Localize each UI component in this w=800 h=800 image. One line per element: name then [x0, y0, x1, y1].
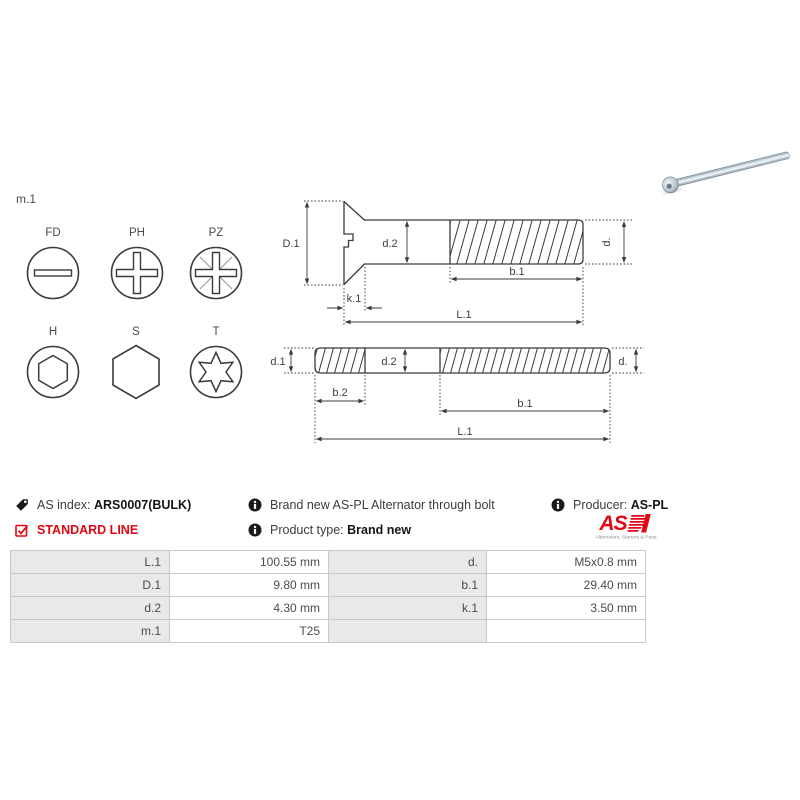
dim-label-b1: b.1	[517, 398, 533, 410]
spec-row	[11, 574, 646, 597]
spec-value: 29.40 mm	[487, 574, 646, 597]
dim-label-D1: D.1	[282, 238, 300, 250]
as-index-text	[37, 498, 191, 512]
drive-code-t: T	[212, 326, 220, 338]
dim-label-k1: k.1	[346, 293, 362, 305]
thread-hatching-left	[310, 346, 366, 375]
spec-table	[10, 550, 646, 643]
brand-logo-text: AS	[599, 512, 627, 535]
as-index-label: AS index:	[37, 498, 91, 512]
drive-code-ph: PH	[129, 227, 145, 239]
spec-row	[11, 620, 646, 643]
dim-label-d2: d.2	[381, 356, 397, 368]
description-text: Brand new AS-PL Alternator through bolt	[270, 498, 495, 512]
dim-label-d1: d.1	[270, 356, 286, 368]
spec-label: b.1	[329, 574, 487, 597]
standard-line-row	[15, 522, 138, 538]
product-type-label: Product type:	[270, 523, 344, 537]
thread-hatching	[438, 217, 587, 267]
spec-label: d.2	[11, 597, 170, 620]
product-type-value: Brand new	[347, 523, 412, 537]
thread-hatching-right	[434, 346, 610, 375]
spec-label: k.1	[329, 597, 487, 620]
dim-label-d: d.	[618, 356, 628, 368]
spec-value: 9.80 mm	[170, 574, 329, 597]
countersunk-bolt-diagram	[280, 190, 640, 335]
drive-type-pz	[186, 227, 246, 307]
drive-code-fd: FD	[45, 227, 61, 239]
drive-type-t	[186, 326, 246, 406]
dim-label-d2: d.2	[382, 238, 398, 250]
spec-value: 3.50 mm	[487, 597, 646, 620]
spec-label: L.1	[11, 551, 170, 574]
product-photo[interactable]	[652, 138, 798, 202]
spec-label: d.	[329, 551, 487, 574]
flat-drive-icon	[24, 244, 82, 302]
dim-label-L1: L.1	[456, 309, 472, 321]
spec-value: T25	[170, 620, 329, 643]
dim-label-b2: b.2	[332, 387, 348, 399]
spec-label: D.1	[11, 574, 170, 597]
standard-line-label: STANDARD LINE	[37, 523, 139, 537]
as-index-row	[15, 497, 191, 513]
product-type-row	[248, 522, 411, 538]
spec-table-body	[11, 551, 646, 643]
dim-label-L1: L.1	[457, 426, 473, 438]
threaded-stud-diagram	[270, 335, 655, 450]
hex-socket-icon	[24, 343, 82, 401]
pozidriv-drive-icon	[187, 244, 245, 302]
drive-type-ph	[107, 227, 167, 307]
drive-code-s: S	[132, 326, 140, 338]
drive-type-fd	[23, 227, 83, 307]
spec-value: 100.55 mm	[170, 551, 329, 574]
torx-drive-icon	[187, 343, 245, 401]
producer-text	[573, 498, 668, 512]
tag-icon	[15, 498, 29, 512]
drive-type-s	[106, 326, 166, 406]
spec-label: m.1	[11, 620, 170, 643]
phillips-drive-icon	[108, 244, 166, 302]
info-icon	[248, 498, 262, 512]
drive-code-h: H	[48, 326, 58, 338]
dim-label-b1: b.1	[509, 266, 525, 278]
hex-head-icon	[107, 343, 165, 401]
brand-logo	[583, 512, 669, 541]
spec-value	[487, 620, 646, 643]
brand-logo-stripes	[627, 513, 653, 534]
info-icon	[551, 498, 565, 512]
producer-label: Producer:	[573, 498, 628, 512]
spec-label	[329, 620, 487, 643]
producer-value: AS-PL	[630, 498, 669, 512]
spec-value: 4.30 mm	[170, 597, 329, 620]
spec-row	[11, 597, 646, 620]
drive-section-label: m.1	[16, 192, 37, 206]
drive-code-pz: PZ	[208, 227, 224, 239]
brand-tagline: Alternators, Starters & Parts	[595, 535, 657, 540]
checkbox-checked-icon	[15, 523, 29, 537]
spec-row	[11, 551, 646, 574]
description-row	[248, 497, 495, 513]
product-type-text	[270, 523, 411, 537]
spec-value: M5x0.8 mm	[487, 551, 646, 574]
dim-label-d: d.	[601, 237, 613, 247]
as-index-value: ARS0007(BULK)	[94, 498, 192, 512]
producer-row	[551, 497, 668, 513]
info-icon	[248, 523, 262, 537]
drive-type-h	[23, 326, 83, 406]
